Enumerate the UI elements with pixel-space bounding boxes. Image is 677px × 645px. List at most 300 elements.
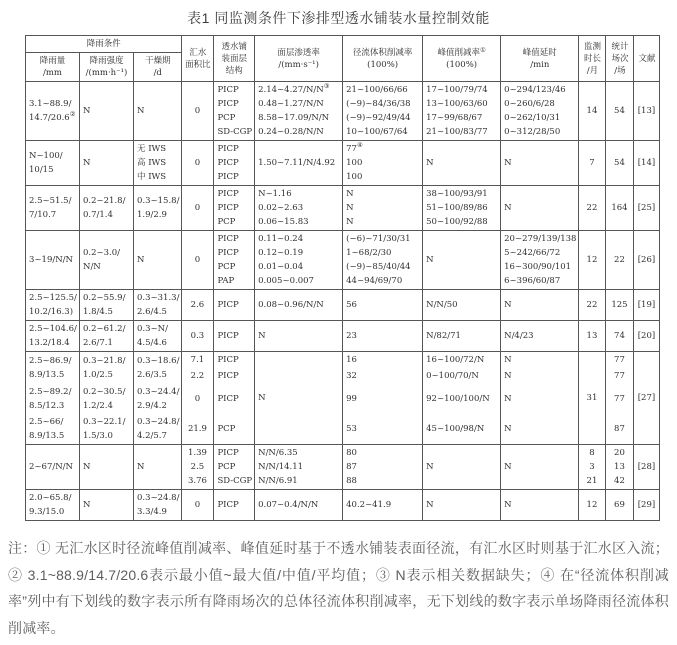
cell-line: 2.0~65.8/ <box>29 493 72 503</box>
cell-line: PCP <box>217 462 236 472</box>
cell-line: PICP <box>217 394 239 404</box>
table-cell <box>579 231 606 290</box>
table-cell <box>214 414 255 445</box>
cell-line: 56 <box>346 300 357 310</box>
cell-line: (100%) <box>446 59 478 70</box>
cell-line: 51~100/89/86 <box>426 203 488 213</box>
table-cell <box>501 352 579 369</box>
cell-line: PICP <box>217 331 239 341</box>
cell-line: 22 <box>614 255 625 265</box>
cell-line: SD-CGP <box>217 127 253 137</box>
cell-line: N/4/23 <box>504 331 534 341</box>
cell-line: 1.2/2.4 <box>83 401 113 411</box>
cell-line: N/N/50 <box>426 300 458 310</box>
cell-line: 2.6/3.5 <box>137 370 167 380</box>
cell-line: 径流体积削减率 <box>352 47 413 58</box>
table-cell <box>501 186 579 231</box>
cell-line: N <box>426 462 434 472</box>
table-cell <box>606 414 634 445</box>
cell-line: 无 IWS <box>137 144 167 154</box>
cell-line: 7/10.7 <box>29 210 57 220</box>
cell-line: 0.005~0.007 <box>258 276 314 286</box>
cell-line: 21~100/66/66 <box>346 85 408 95</box>
cell-line: 99 <box>346 394 357 404</box>
cell-line: 2.6/7.1 <box>83 338 113 348</box>
cell-line: N <box>83 106 91 116</box>
footnote-marker: ① <box>479 45 486 54</box>
cell-line: N <box>137 255 145 265</box>
table-cell <box>606 141 634 186</box>
cell-line: 100 <box>346 172 363 182</box>
table-cell <box>423 290 501 321</box>
table-cell <box>182 445 214 490</box>
cell-line: 88 <box>346 476 357 486</box>
cell-line: 2.6/4.5 <box>137 307 167 317</box>
table-cell <box>80 490 134 521</box>
cell-line: 42 <box>614 476 625 486</box>
cell-line: PCP <box>217 217 236 227</box>
cell-line: PICP <box>217 234 239 244</box>
cell-line: PAP <box>217 276 235 286</box>
cell-line: 20~279/139/138 <box>504 234 577 244</box>
column-header <box>501 36 579 82</box>
table-cell <box>182 352 214 369</box>
cell-line: 降雨量 <box>39 56 66 66</box>
table-cell <box>26 141 80 186</box>
cell-line: 降雨强度 <box>89 56 124 66</box>
cell-line: PCP <box>217 424 236 434</box>
cell-line: N <box>83 462 91 472</box>
cell-line: 0.12~0.19 <box>258 248 304 258</box>
cell-line: 3.76 <box>187 476 207 486</box>
cell-line: 2~67/N/N <box>29 462 73 472</box>
table-cell <box>343 321 423 352</box>
table-cell <box>214 352 255 369</box>
cell-line: 降雨条件 <box>86 39 121 49</box>
table-cell <box>501 445 579 490</box>
table-cell <box>634 82 660 141</box>
cell-line: 1.5/3.0 <box>83 431 113 441</box>
cell-line: /场 <box>614 65 626 76</box>
cell-line: PICP <box>217 500 239 510</box>
table-cell <box>606 445 634 490</box>
table-cell <box>579 82 606 141</box>
table-row <box>26 352 660 369</box>
cell-line: 31 <box>586 393 598 403</box>
table-cell <box>579 290 606 321</box>
cell-line: 0.2~61.2/ <box>83 324 126 334</box>
cell-line: /(mm·h⁻¹) <box>85 68 128 78</box>
cell-line: [20] <box>637 331 656 341</box>
cell-line: 16 <box>346 355 357 365</box>
table-cell <box>343 290 423 321</box>
cell-line: N <box>137 462 145 472</box>
table-cell <box>423 141 501 186</box>
cell-line: 13 <box>614 462 625 472</box>
cell-line: 4.2/5.7 <box>137 431 167 441</box>
table-cell <box>579 352 606 445</box>
table-cell <box>634 321 660 352</box>
table-row <box>26 186 660 231</box>
table-cell <box>214 445 255 490</box>
cell-line: SD-CGP <box>217 476 253 486</box>
cell-line: N~1.16 <box>258 189 292 199</box>
table-cell <box>423 384 501 414</box>
cell-line: 10.2/16.3) <box>29 307 74 317</box>
cell-line: 80 <box>346 448 357 458</box>
table-cell <box>134 82 182 141</box>
table-cell <box>579 321 606 352</box>
cell-line: 面层渗透率 <box>277 47 320 58</box>
cell-line: 54 <box>614 106 625 116</box>
table-cell <box>182 141 214 186</box>
cell-line: 结构 <box>225 65 243 76</box>
cell-line: 17~100/79/74 <box>426 85 488 95</box>
cell-line: N <box>504 158 512 168</box>
cell-line: 0.11~0.24 <box>258 234 304 244</box>
table-row <box>26 445 660 490</box>
cell-line: 透水铺 <box>221 41 248 52</box>
cell-line: /d <box>153 68 162 78</box>
cell-line: 0.48~1.27/N/N <box>258 99 324 109</box>
table-cell <box>182 290 214 321</box>
cell-line: 0 <box>194 394 201 404</box>
cell-line: [26] <box>637 255 656 265</box>
cell-line: N <box>346 217 354 227</box>
cell-line: 2.5~51.5/ <box>29 196 72 206</box>
cell-line: N/N <box>83 262 101 272</box>
cell-line: 0~100/70/N <box>426 371 479 381</box>
table-row <box>26 290 660 321</box>
table-cell <box>255 231 343 290</box>
table-header <box>26 36 660 82</box>
table-cell <box>255 186 343 231</box>
cell-line: 6~396/60/87 <box>504 276 561 286</box>
cell-line: 9.3/15.0 <box>29 507 65 517</box>
table-cell <box>214 290 255 321</box>
table-cell <box>501 290 579 321</box>
table-cell <box>501 384 579 414</box>
table-row <box>26 231 660 290</box>
cell-line: [13] <box>637 106 656 116</box>
cell-line: N <box>504 462 512 472</box>
table-cell <box>501 490 579 521</box>
cell-line: 1.50~7.11/N/4.92 <box>258 158 336 168</box>
table-cell <box>134 384 182 414</box>
cell-line: 12 <box>586 500 598 510</box>
cell-line: 77 <box>614 394 625 404</box>
cell-line: 4.5/4.6 <box>137 338 167 348</box>
table-cell <box>343 352 423 369</box>
cell-line: /(mm·s⁻¹) <box>278 59 319 70</box>
table-cell <box>634 141 660 186</box>
table-cell <box>134 414 182 445</box>
cell-line: 2.9/4.2 <box>137 401 167 411</box>
table-cell <box>80 231 134 290</box>
table-cell <box>606 186 634 231</box>
cell-line: PICP <box>217 448 239 458</box>
table-cell <box>214 186 255 231</box>
cell-line: (−9)~84/36/38 <box>346 99 411 109</box>
table-cell <box>255 290 343 321</box>
cell-line: 8 <box>589 448 595 458</box>
table-cell <box>80 445 134 490</box>
cell-line: 13 <box>586 331 598 341</box>
cell-line: N/82/71 <box>426 331 461 341</box>
cell-line: 50~100/92/88 <box>426 217 488 227</box>
table-cell <box>501 231 579 290</box>
table-cell <box>182 186 214 231</box>
column-header <box>255 36 343 82</box>
cell-line: 2.5 <box>190 462 205 472</box>
cell-line: 1.9/2.9 <box>137 210 167 220</box>
cell-line: N <box>258 393 266 403</box>
cell-line: 77 <box>614 355 625 365</box>
cell-line: 场次 <box>611 53 629 64</box>
cell-line: 21.9 <box>187 424 207 434</box>
header-rain-conditions <box>26 36 182 53</box>
cell-line: 0 <box>194 203 201 213</box>
cell-line: [14] <box>637 158 656 168</box>
cell-line: 45~100/98/N <box>426 424 485 434</box>
cell-line: 0 <box>194 158 201 168</box>
column-header <box>606 36 634 82</box>
cell-line: 0.2~55.9/ <box>83 293 126 303</box>
cell-line: 21 <box>586 476 598 486</box>
cell-line: PCP <box>217 113 236 123</box>
cell-line: 87 <box>614 424 625 434</box>
cell-line: 0.3~18.6/ <box>137 356 180 366</box>
table-cell <box>606 352 634 369</box>
cell-line: PICP <box>217 371 239 381</box>
cell-line: 0.06~15.83 <box>258 217 309 227</box>
cell-line: N <box>426 255 434 265</box>
table-cell <box>134 231 182 290</box>
cell-line: 92~100/100/N <box>426 394 490 404</box>
table-cell <box>423 321 501 352</box>
table-cell <box>26 384 80 414</box>
cell-line: 0.3 <box>190 331 205 341</box>
table-cell <box>634 231 660 290</box>
cell-line: 0.24~0.28/N/N <box>258 127 324 137</box>
table-cell <box>423 445 501 490</box>
table-cell <box>423 231 501 290</box>
table-cell <box>343 368 423 384</box>
cell-line: 文献 <box>638 53 656 64</box>
table-cell <box>182 231 214 290</box>
table-cell <box>606 368 634 384</box>
cell-line: 8.58~17.09/N/N <box>258 113 330 123</box>
table-cell <box>26 321 80 352</box>
table-cell <box>26 82 80 141</box>
table-cell <box>501 82 579 141</box>
cell-line: 2.14~4.27/N/N③ <box>258 82 330 95</box>
table-cell <box>501 321 579 352</box>
table-cell <box>579 490 606 521</box>
data-table <box>25 35 660 521</box>
cell-line: 0.3~21.8/ <box>83 356 126 366</box>
cell-line: N <box>346 189 354 199</box>
table-cell <box>26 352 80 385</box>
cell-line: 21~100/83/77 <box>426 127 488 137</box>
table-cell <box>606 490 634 521</box>
cell-line: (−9)~85/40/44 <box>346 262 411 272</box>
cell-line: PICP <box>217 300 239 310</box>
cell-line: PICP <box>217 248 239 258</box>
cell-line: 16~100/72/N <box>426 355 485 365</box>
table-cell <box>134 445 182 490</box>
cell-line: 54 <box>614 158 625 168</box>
cell-line: 0.2~21.8/ <box>83 196 126 206</box>
cell-line: 40.2~41.9 <box>346 500 392 510</box>
cell-line: 14 <box>586 106 598 116</box>
cell-line: 5~242/66/72 <box>504 248 561 258</box>
table-cell <box>255 445 343 490</box>
column-header <box>134 53 182 82</box>
cell-line: 0.08~0.96/N/N <box>258 300 324 310</box>
cell-line: 0 <box>194 106 201 116</box>
cell-line: 高 IWS <box>137 158 167 168</box>
cell-line: 8.5/12.3 <box>29 401 65 411</box>
cell-line: 10~100/67/64 <box>346 127 408 137</box>
column-header <box>423 36 501 82</box>
cell-line: 100 <box>346 158 363 168</box>
table-cell <box>501 141 579 186</box>
cell-line: 汇水 <box>189 47 207 58</box>
cell-line: N <box>504 371 512 381</box>
cell-line: 8.9/13.5 <box>29 431 65 441</box>
cell-line: N <box>346 203 354 213</box>
cell-line: N <box>504 424 512 434</box>
table-cell <box>80 82 134 141</box>
table-cell <box>182 368 214 384</box>
cell-line: N~100/ <box>29 151 63 161</box>
table-cell <box>26 445 80 490</box>
cell-line: 2.6 <box>190 300 205 310</box>
cell-line: PICP <box>217 355 239 365</box>
cell-line: 0.3~31.3/ <box>137 293 180 303</box>
column-header <box>80 53 134 82</box>
column-header <box>214 36 255 82</box>
cell-line: [19] <box>637 300 656 310</box>
table-cell <box>579 141 606 186</box>
table-row <box>26 384 660 414</box>
table-cell <box>255 321 343 352</box>
table-cell <box>343 490 423 521</box>
cell-line: 3.3/4.9 <box>137 507 167 517</box>
table-cell <box>214 368 255 384</box>
table-cell <box>214 141 255 186</box>
table-cell <box>343 384 423 414</box>
table-cell <box>634 352 660 445</box>
cell-line: /mm <box>43 68 62 78</box>
cell-line: 23 <box>346 331 357 341</box>
cell-line: 干燥期 <box>144 56 171 66</box>
table-cell <box>80 414 134 445</box>
cell-line: [28] <box>637 462 656 472</box>
cell-line: 1~68/2/30 <box>346 248 392 258</box>
table-cell <box>255 82 343 141</box>
cell-line: 3 <box>589 462 595 472</box>
table-cell <box>634 490 660 521</box>
table-cell <box>182 321 214 352</box>
table-cell <box>423 82 501 141</box>
table-cell <box>26 414 80 445</box>
table-title: 表1 同监测条件下渗排型透水铺装水量控制效能 <box>187 10 490 26</box>
cell-line: 0.3~15.8/ <box>137 196 180 206</box>
cell-line: PICP <box>217 99 239 109</box>
table-cell <box>606 384 634 414</box>
table-cell <box>423 414 501 445</box>
cell-line: 0 <box>194 500 201 510</box>
cell-line: 0.3~24.4/ <box>137 387 180 397</box>
cell-line: N <box>504 500 512 510</box>
table-cell <box>80 290 134 321</box>
table-cell <box>182 82 214 141</box>
cell-line: 16~300/90/101 <box>504 262 572 272</box>
cell-line: 12 <box>586 255 598 265</box>
table-cell <box>634 445 660 490</box>
table-cell <box>343 445 423 490</box>
cell-line: 17~99/68/67 <box>426 113 483 123</box>
cell-line: 8.9/13.5 <box>29 370 65 380</box>
table-row <box>26 490 660 521</box>
table-cell <box>214 384 255 414</box>
table-cell <box>80 186 134 231</box>
header-row <box>26 36 660 53</box>
table-cell <box>26 490 80 521</box>
cell-line: 164 <box>611 203 628 213</box>
cell-line: PICP <box>217 85 239 95</box>
cell-line: 时长 <box>583 53 601 64</box>
table-cell <box>255 490 343 521</box>
column-header <box>579 36 606 82</box>
footnote-marker: ③ <box>323 82 330 90</box>
cell-line: N <box>83 158 91 168</box>
cell-line: 0~260/6/28 <box>504 99 555 109</box>
cell-line: 2.5~104.6/ <box>29 324 77 334</box>
cell-line: 14.7/20.6② <box>29 110 76 123</box>
cell-line: N <box>258 331 266 341</box>
table-cell <box>80 321 134 352</box>
table-cell <box>214 231 255 290</box>
table-cell <box>501 368 579 384</box>
table-cell <box>80 352 134 385</box>
cell-line: PICP <box>217 203 239 213</box>
cell-line: 0.2~30.5/ <box>83 387 126 397</box>
cell-line: 13~100/63/60 <box>426 99 488 109</box>
cell-line: 87 <box>346 462 357 472</box>
cell-line: PICP <box>217 189 239 199</box>
table-cell <box>182 384 214 414</box>
table-cell <box>579 186 606 231</box>
cell-line: 装面层 <box>221 53 248 64</box>
table-cell <box>134 321 182 352</box>
table-cell <box>606 231 634 290</box>
cell-line: N <box>83 500 91 510</box>
cell-line: [29] <box>637 500 656 510</box>
table-cell <box>255 352 343 445</box>
cell-line: (100%) <box>367 59 399 70</box>
cell-line: 22 <box>586 300 598 310</box>
table-cell <box>26 186 80 231</box>
table-row <box>26 82 660 141</box>
table-cell <box>134 490 182 521</box>
cell-line: 峰值削减率① <box>437 45 486 58</box>
column-header <box>182 36 214 82</box>
cell-line: 1.39 <box>187 448 207 458</box>
cell-line: 38~100/93/91 <box>426 189 488 199</box>
